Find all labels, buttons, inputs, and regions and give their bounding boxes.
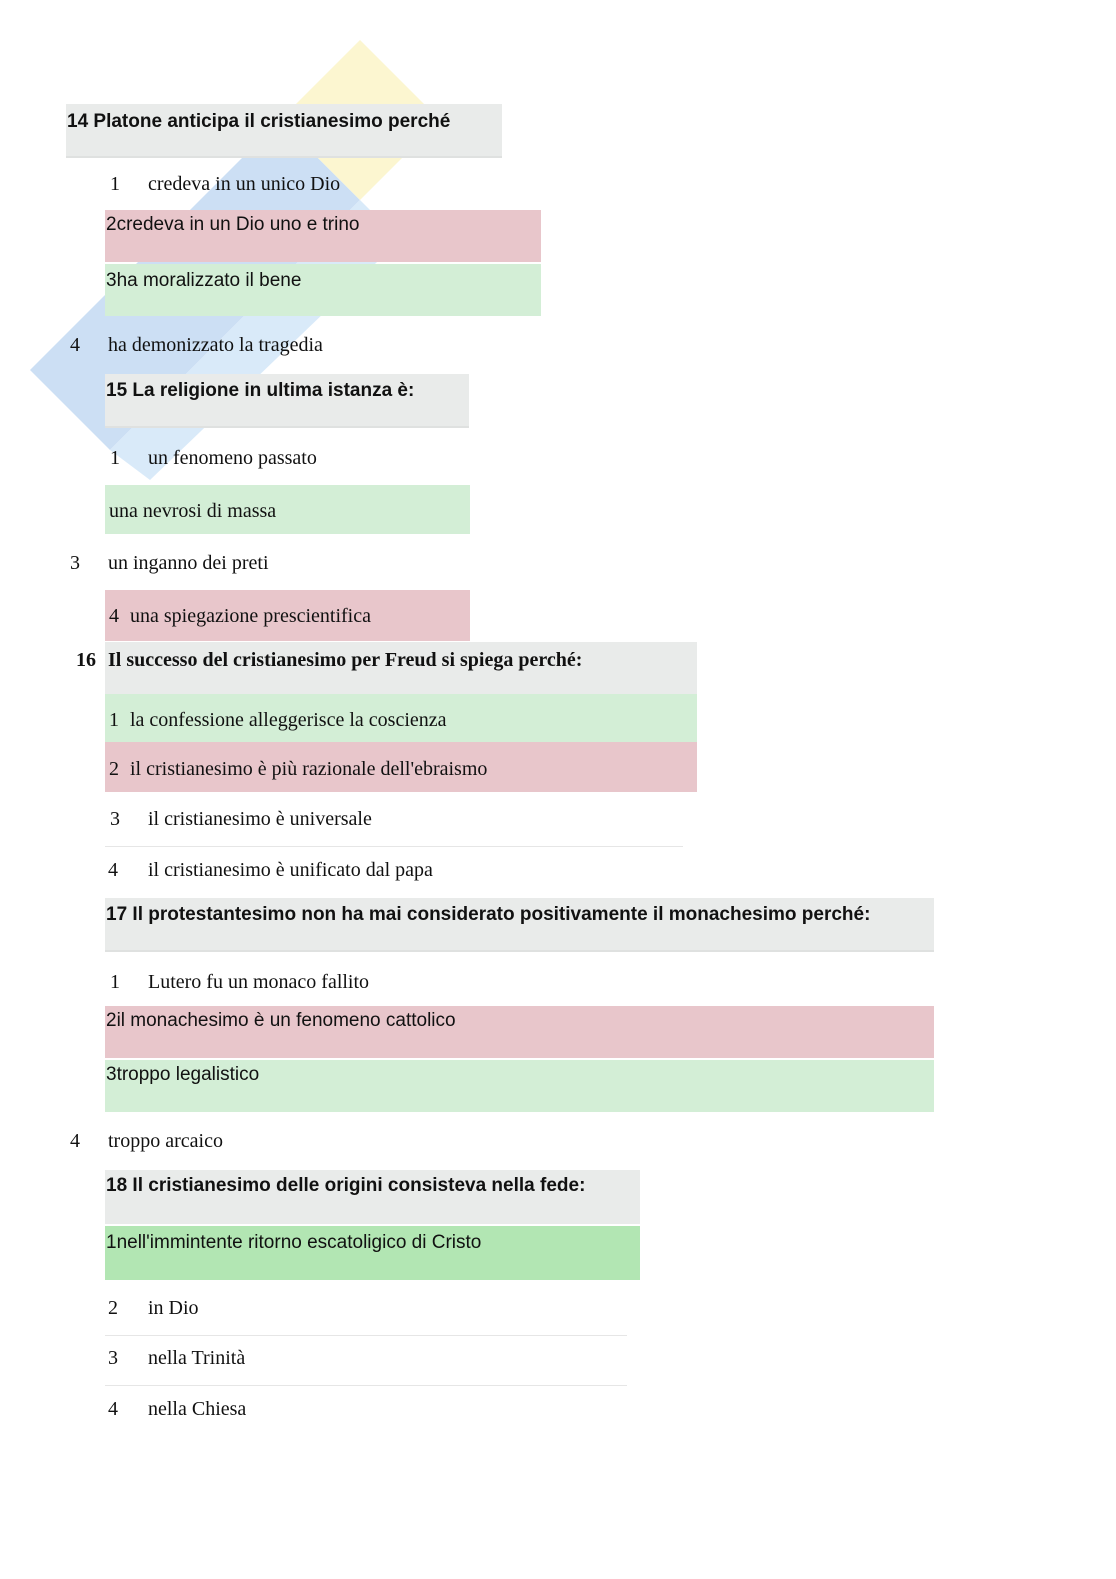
question-14-title: 14 Platone anticipa il cristianesimo perché — [67, 111, 451, 132]
option-text: troppo arcaico — [108, 1130, 223, 1152]
option-number: 2 — [108, 1297, 118, 1319]
option-text: 1nell'immintente ritorno escatoligico di Cristo — [106, 1232, 482, 1253]
option-text: un fenomeno passato — [148, 447, 317, 469]
option-number: 1 — [110, 447, 120, 469]
option-text: 3ha moralizzato il bene — [106, 270, 302, 291]
option-number: 2 — [109, 758, 119, 780]
question-17-title: 17 Il protestantesimo non ha mai considerato positivamente il monachesimo perché: — [106, 904, 871, 925]
option-text: ha demonizzato la tragedia — [108, 334, 323, 356]
divider — [105, 846, 683, 847]
option-text: 2credeva in un Dio uno e trino — [106, 214, 360, 235]
divider — [105, 1335, 627, 1336]
option-number: 4 — [109, 605, 119, 627]
option-text: nella Chiesa — [148, 1398, 247, 1420]
option-text: 2il monachesimo è un fenomeno cattolico — [106, 1010, 456, 1031]
option-number: 3 — [110, 808, 120, 830]
divider — [105, 1385, 627, 1386]
question-16-title: Il successo del cristianesimo per Freud si spiega perché: — [108, 649, 583, 671]
option-number: 4 — [70, 334, 80, 356]
option-number: 3 — [70, 552, 80, 574]
question-15-title: 15 La religione in ultima istanza è: — [106, 380, 415, 401]
option-number: 4 — [108, 859, 118, 881]
question-18-title: 18 Il cristianesimo delle origini consisteva nella fede: — [106, 1175, 586, 1196]
option-number: 4 — [108, 1398, 118, 1420]
option-text: una nevrosi di massa — [109, 500, 277, 522]
question-16-number: 16 — [76, 649, 96, 671]
option-text: in Dio — [148, 1297, 199, 1319]
option-text: nella Trinità — [148, 1347, 246, 1369]
option-text: credeva in un unico Dio — [148, 173, 341, 195]
option-text: un inganno dei preti — [108, 552, 269, 574]
option-number: 1 — [110, 173, 120, 195]
option-text: il cristianesimo è universale — [148, 808, 372, 830]
option-number: 1 — [109, 709, 119, 731]
option-text: una spiegazione prescientifica — [130, 605, 371, 627]
option-number: 1 — [110, 971, 120, 993]
option-number: 3 — [108, 1347, 118, 1369]
option-text: Lutero fu un monaco fallito — [148, 971, 370, 993]
option-text: il cristianesimo è unificato dal papa — [148, 859, 433, 881]
option-number: 4 — [70, 1130, 80, 1152]
option-text: il cristianesimo è più razionale dell'ebraismo — [130, 758, 488, 780]
option-text: la confessione alleggerisce la coscienza — [130, 709, 447, 731]
option-text: 3troppo legalistico — [106, 1064, 260, 1085]
